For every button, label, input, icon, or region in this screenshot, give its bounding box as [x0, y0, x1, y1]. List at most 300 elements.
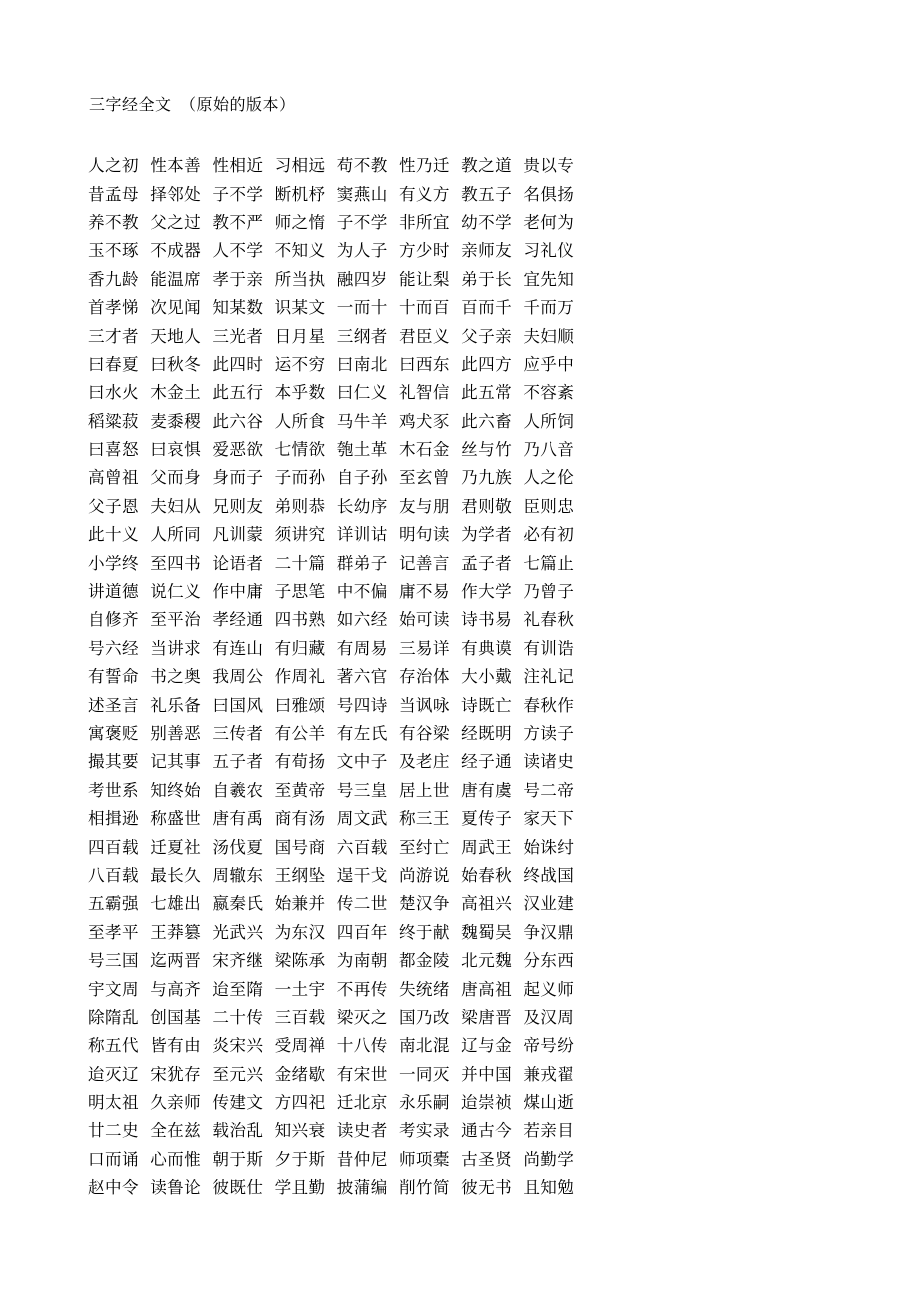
- phrase: 至元兴: [212, 1064, 264, 1084]
- phrase: 为人子: [336, 241, 388, 261]
- phrase: 国乃改: [398, 1007, 450, 1027]
- phrase: 有连山: [212, 638, 264, 658]
- phrase: 稻粱菽: [88, 411, 139, 431]
- phrase: 迁夏社: [150, 837, 202, 857]
- phrase: 七情欲: [274, 440, 326, 460]
- phrase: 此四方: [461, 354, 513, 374]
- phrase: 爱恶欲: [212, 440, 264, 460]
- phrase: 此四时: [212, 354, 264, 374]
- phrase: 有训诰: [523, 638, 575, 658]
- phrase: 次见闻: [150, 298, 202, 318]
- text-line: [88, 406, 848, 434]
- phrase: 性相近: [212, 156, 264, 176]
- text-line: [88, 860, 848, 888]
- phrase: 曰西东: [398, 354, 450, 374]
- phrase: 人不学: [212, 241, 264, 261]
- phrase: 木石金: [398, 440, 450, 460]
- phrase: 玉不琢: [88, 241, 139, 261]
- phrase: 父子亲: [461, 326, 513, 346]
- phrase: 习相远: [274, 156, 326, 176]
- phrase: 大小戴: [461, 667, 513, 687]
- phrase: 我周公: [212, 667, 264, 687]
- phrase: 贵以专: [523, 156, 575, 176]
- phrase: 传建文: [212, 1093, 264, 1113]
- phrase: 楚汉争: [398, 894, 450, 914]
- phrase: 麦黍稷: [150, 411, 202, 431]
- phrase: 著六官: [336, 667, 388, 687]
- phrase: 光武兴: [212, 922, 264, 942]
- phrase: 鸡犬豕: [398, 411, 450, 431]
- phrase: 朝于斯: [212, 1149, 264, 1169]
- phrase: 争汉鼎: [523, 922, 575, 942]
- phrase: 起义师: [523, 979, 575, 999]
- phrase: 且知勉: [523, 1178, 575, 1198]
- phrase: 国号商: [274, 837, 326, 857]
- phrase: 三纲者: [336, 326, 388, 346]
- phrase: 论语者: [212, 553, 264, 573]
- text-line: [88, 718, 848, 746]
- text-line: [88, 689, 848, 717]
- phrase: 宜先知: [523, 269, 575, 289]
- phrase: 号三国: [88, 951, 139, 971]
- phrase: 有宋世: [336, 1064, 388, 1084]
- phrase: 融四岁: [336, 269, 388, 289]
- phrase: 有典谟: [461, 638, 513, 658]
- phrase: 二十传: [212, 1007, 264, 1027]
- phrase: 记其事: [150, 752, 202, 772]
- text-line: [88, 349, 848, 377]
- phrase: 失统绪: [398, 979, 450, 999]
- phrase: 六百载: [336, 837, 388, 857]
- phrase: 亲师友: [461, 241, 513, 261]
- phrase: 至四书: [150, 553, 202, 573]
- phrase: 香九龄: [88, 269, 139, 289]
- phrase: 曰秋冬: [150, 354, 202, 374]
- phrase: 商有汤: [274, 809, 326, 829]
- phrase: 君臣义: [398, 326, 450, 346]
- phrase: 诗既亡: [461, 695, 513, 715]
- phrase: 魏蜀吴: [461, 922, 513, 942]
- phrase: 迁北京: [336, 1093, 388, 1113]
- phrase: 孝经通: [212, 610, 264, 630]
- text-line: [88, 491, 848, 519]
- phrase: 夫妇从: [150, 496, 202, 516]
- text-line: [88, 1059, 848, 1087]
- phrase: 炎宋兴: [212, 1036, 264, 1056]
- phrase: 凡训蒙: [212, 525, 264, 545]
- phrase: 及老庄: [398, 752, 450, 772]
- phrase: 夕于斯: [274, 1149, 326, 1169]
- phrase: 父而身: [150, 468, 202, 488]
- phrase: 四百年: [336, 922, 388, 942]
- phrase: 记善言: [398, 553, 450, 573]
- text-line: [88, 746, 848, 774]
- phrase: 彼无书: [461, 1178, 513, 1198]
- phrase: 苟不教: [336, 156, 388, 176]
- phrase: 非所宜: [398, 212, 450, 232]
- phrase: 始兼并: [274, 894, 326, 914]
- phrase: 三百载: [274, 1007, 326, 1027]
- phrase: 方少时: [398, 241, 450, 261]
- phrase: 相揖逊: [88, 809, 139, 829]
- phrase: 久亲师: [150, 1093, 202, 1113]
- phrase: 臣则忠: [523, 496, 575, 516]
- phrase: 身而子: [212, 468, 264, 488]
- phrase: 梁灭之: [336, 1007, 388, 1027]
- phrase: 匏土革: [336, 440, 388, 460]
- phrase: 老何为: [523, 212, 575, 232]
- phrase: 三传者: [212, 724, 264, 743]
- phrase: 孟子者: [461, 553, 513, 573]
- phrase: 幼不学: [461, 212, 513, 232]
- phrase: 方四祀: [274, 1093, 326, 1113]
- phrase: 与高齐: [150, 979, 202, 999]
- phrase: 择邻处: [150, 184, 202, 204]
- phrase: 所当执: [274, 269, 326, 289]
- phrase: 中不偏: [336, 582, 388, 602]
- phrase: 习礼仪: [523, 241, 575, 261]
- text-line: [88, 888, 848, 916]
- phrase: 宇文周: [88, 979, 139, 999]
- phrase: 如六经: [336, 610, 388, 630]
- phrase: 兄则友: [212, 496, 264, 516]
- phrase: 作中庸: [212, 582, 264, 602]
- phrase: 尚游说: [398, 865, 450, 885]
- phrase: 作周礼: [274, 667, 326, 687]
- text-line: [88, 803, 848, 831]
- phrase: 皆有由: [150, 1036, 202, 1056]
- phrase: 人所食: [274, 411, 326, 431]
- phrase: 名俱扬: [523, 184, 575, 204]
- phrase: 存治体: [398, 667, 450, 687]
- phrase: 兼戎翟: [523, 1064, 575, 1084]
- text-line: [88, 1115, 848, 1143]
- text-line: [88, 1087, 848, 1115]
- phrase: 汉业建: [523, 894, 575, 914]
- phrase: 唐有禹: [212, 809, 264, 829]
- phrase: 自子孙: [336, 468, 388, 488]
- phrase: 人之伦: [523, 468, 575, 488]
- phrase: 赵中令: [88, 1178, 139, 1198]
- phrase: 应乎中: [523, 354, 575, 374]
- phrase: 本乎数: [274, 383, 326, 403]
- phrase: 迄两晋: [150, 951, 202, 971]
- phrase: 至纣亡: [398, 837, 450, 857]
- phrase: 分东西: [523, 951, 575, 971]
- phrase: 昔孟母: [88, 184, 139, 204]
- phrase: 父子恩: [88, 496, 139, 516]
- phrase: 逞干戈: [336, 865, 388, 885]
- phrase: 口而诵: [88, 1149, 139, 1169]
- phrase: 不知义: [274, 241, 326, 261]
- phrase: 五子者: [212, 752, 264, 772]
- phrase: 曰雅颂: [274, 695, 326, 715]
- phrase: 号四诗: [336, 695, 388, 715]
- phrase: 师项橐: [398, 1149, 450, 1169]
- phrase: 高祖兴: [461, 894, 513, 914]
- phrase: 当讲求: [150, 638, 202, 658]
- phrase: 梁陈承: [274, 951, 326, 971]
- phrase: 南北混: [398, 1036, 450, 1056]
- phrase: 永乐嗣: [398, 1093, 450, 1113]
- phrase: 考实录: [398, 1121, 450, 1141]
- phrase: 子不学: [212, 184, 264, 204]
- phrase: 性本善: [150, 156, 202, 176]
- text-line: [88, 831, 848, 859]
- phrase: 师之惰: [274, 212, 326, 232]
- phrase: 十而百: [398, 298, 450, 318]
- text-line: [88, 235, 848, 263]
- phrase: 能让梨: [398, 269, 450, 289]
- phrase: 曰春夏: [88, 354, 139, 374]
- phrase: 小学终: [88, 553, 139, 573]
- phrase: 有谷梁: [398, 724, 450, 743]
- phrase: 明太祖: [88, 1093, 139, 1113]
- phrase: 有左氏: [336, 724, 388, 743]
- phrase: 礼智信: [398, 383, 450, 403]
- phrase: 弟于长: [461, 269, 513, 289]
- phrase: 唐有虞: [461, 780, 513, 800]
- phrase: 八百载: [88, 865, 139, 885]
- phrase: 方读子: [523, 724, 575, 743]
- phrase: 宋齐继: [212, 951, 264, 971]
- phrase: 识某文: [274, 298, 326, 318]
- phrase: 尚勤学: [523, 1149, 575, 1169]
- text-line: [88, 633, 848, 661]
- phrase: 礼春秋: [523, 610, 575, 630]
- phrase: 并中国: [461, 1064, 513, 1084]
- phrase: 必有初: [523, 525, 575, 545]
- phrase: 王莽篡: [150, 922, 202, 942]
- phrase: 乃八音: [523, 440, 575, 460]
- phrase: 七雄出: [150, 894, 202, 914]
- text-line: [88, 1144, 848, 1172]
- phrase: 为学者: [461, 525, 513, 545]
- phrase: 讲道德: [88, 582, 139, 602]
- phrase: 及汉周: [523, 1007, 575, 1027]
- text-line: [88, 1172, 848, 1200]
- phrase: 迨崇祯: [461, 1093, 513, 1113]
- phrase: 曰哀惧: [150, 440, 202, 460]
- text-line: [88, 320, 848, 348]
- phrase: 此五常: [461, 383, 513, 403]
- phrase: 四百载: [88, 837, 139, 857]
- text-line: [88, 434, 848, 462]
- phrase: 廿二史: [88, 1121, 139, 1141]
- phrase: 称五代: [88, 1036, 139, 1056]
- phrase: 北元魏: [461, 951, 513, 971]
- phrase: 此六畜: [461, 411, 513, 431]
- phrase: 家天下: [523, 809, 575, 829]
- phrase: 读鲁论: [150, 1178, 202, 1198]
- phrase: 不再传: [336, 979, 388, 999]
- phrase: 经既明: [461, 724, 513, 743]
- phrase: 别善恶: [150, 724, 202, 743]
- phrase: 称盛世: [150, 809, 202, 829]
- phrase: 群弟子: [336, 553, 388, 573]
- text-line: [88, 292, 848, 320]
- phrase: 养不教: [88, 212, 139, 232]
- phrase: 此五行: [212, 383, 264, 403]
- phrase: 有荀扬: [274, 752, 326, 772]
- text-line: [88, 377, 848, 405]
- phrase: 受周禅: [274, 1036, 326, 1056]
- phrase: 披蒲编: [336, 1178, 388, 1198]
- phrase: 至孝平: [88, 922, 139, 942]
- text-line: [88, 519, 848, 547]
- phrase: 始诛纣: [523, 837, 575, 857]
- phrase: 知终始: [150, 780, 202, 800]
- phrase: 周辙东: [212, 865, 264, 885]
- phrase: 君则敬: [461, 496, 513, 516]
- phrase: 有周易: [336, 638, 388, 658]
- phrase: 迨至隋: [212, 979, 264, 999]
- phrase: 曰水火: [88, 383, 139, 403]
- phrase: 教不严: [212, 212, 264, 232]
- phrase: 载治乱: [212, 1121, 264, 1141]
- phrase: 千而万: [523, 298, 575, 318]
- phrase: 若亲目: [523, 1121, 575, 1141]
- text-line: [88, 264, 848, 292]
- text-line: [88, 604, 848, 632]
- phrase: 有归藏: [274, 638, 326, 658]
- phrase: 子不学: [336, 212, 388, 232]
- phrase: 教五子: [461, 184, 513, 204]
- phrase: 一同灭: [398, 1064, 450, 1084]
- phrase: 号三皇: [336, 780, 388, 800]
- phrase: 嬴秦氏: [212, 894, 264, 914]
- phrase: 孝于亲: [212, 269, 264, 289]
- phrase: 始春秋: [461, 865, 513, 885]
- phrase: 百而千: [461, 298, 513, 318]
- phrase: 二十篇: [274, 553, 326, 573]
- phrase: 终于献: [398, 922, 450, 942]
- phrase: 读诸史: [523, 752, 575, 772]
- phrase: 一而十: [336, 298, 388, 318]
- phrase: 作大学: [461, 582, 513, 602]
- text-line: [88, 207, 848, 235]
- phrase: 至平治: [150, 610, 202, 630]
- phrase: 通古今: [461, 1121, 513, 1141]
- phrase: 七篇止: [523, 553, 575, 573]
- phrase: 梁唐晋: [461, 1007, 513, 1027]
- phrase: 心而惟: [150, 1149, 202, 1169]
- phrase: 明句读: [398, 525, 450, 545]
- phrase: 知兴衰: [274, 1121, 326, 1141]
- phrase: 礼乐备: [150, 695, 202, 715]
- phrase: 有公羊: [274, 724, 326, 743]
- phrase: 述圣言: [88, 695, 139, 715]
- text-body: [88, 150, 848, 1200]
- text-line: [88, 1002, 848, 1030]
- phrase: 三才者: [88, 326, 139, 346]
- phrase: 创国基: [150, 1007, 202, 1027]
- phrase: 断机杼: [274, 184, 326, 204]
- phrase: 夫妇顺: [523, 326, 575, 346]
- phrase: 自羲农: [212, 780, 264, 800]
- phrase: 周武王: [461, 837, 513, 857]
- phrase: 有誓命: [88, 667, 139, 687]
- phrase: 曰喜怒: [88, 440, 139, 460]
- phrase: 弟则恭: [274, 496, 326, 516]
- text-line: [88, 178, 848, 206]
- phrase: 首孝悌: [88, 298, 139, 318]
- phrase: 迨灭辽: [88, 1064, 139, 1084]
- phrase: 春秋作: [523, 695, 575, 715]
- phrase: 曰仁义: [336, 383, 388, 403]
- phrase: 学且勤: [274, 1178, 326, 1198]
- phrase: 考世系: [88, 780, 139, 800]
- phrase: 教之道: [461, 156, 513, 176]
- document-title: 三字经全文 （原始的版本）: [89, 95, 296, 114]
- phrase: 知某数: [212, 298, 264, 318]
- phrase: 号二帝: [523, 780, 575, 800]
- phrase: 为南朝: [336, 951, 388, 971]
- phrase: 帝号纷: [523, 1036, 575, 1056]
- phrase: 削竹简: [398, 1178, 450, 1198]
- phrase: 注礼记: [523, 667, 575, 687]
- phrase: 子思笔: [274, 582, 326, 602]
- phrase: 须讲究: [274, 525, 326, 545]
- phrase: 子而孙: [274, 468, 326, 488]
- phrase: 一土宇: [274, 979, 326, 999]
- phrase: 夏传子: [461, 809, 513, 829]
- phrase: 此十义: [88, 525, 139, 545]
- phrase: 至玄曾: [398, 468, 450, 488]
- phrase: 马牛羊: [336, 411, 388, 431]
- phrase: 始可读: [398, 610, 450, 630]
- phrase: 详训诂: [336, 525, 388, 545]
- phrase: 除隋乱: [88, 1007, 139, 1027]
- phrase: 汤伐夏: [212, 837, 264, 857]
- phrase: 终战国: [523, 865, 575, 885]
- phrase: 彼既仕: [212, 1178, 264, 1198]
- phrase: 木金土: [150, 383, 202, 403]
- phrase: 居上世: [398, 780, 450, 800]
- phrase: 高曾祖: [88, 468, 139, 488]
- phrase: 说仁义: [150, 582, 202, 602]
- text-line: [88, 775, 848, 803]
- text-line: [88, 462, 848, 490]
- phrase: 金绪歇: [274, 1064, 326, 1084]
- phrase: 能温席: [150, 269, 202, 289]
- phrase: 四书熟: [274, 610, 326, 630]
- phrase: 宋犹存: [150, 1064, 202, 1084]
- phrase: 周文武: [336, 809, 388, 829]
- text-line: [88, 547, 848, 575]
- phrase: 全在兹: [150, 1121, 202, 1141]
- phrase: 诗书易: [461, 610, 513, 630]
- phrase: 撮其要: [88, 752, 139, 772]
- phrase: 十八传: [336, 1036, 388, 1056]
- text-line: [88, 1030, 848, 1058]
- phrase: 煤山逝: [523, 1093, 575, 1113]
- phrase: 长幼序: [336, 496, 388, 516]
- phrase: 王纲坠: [274, 865, 326, 885]
- phrase: 辽与金: [461, 1036, 513, 1056]
- phrase: 乃曾子: [523, 582, 575, 602]
- phrase: 庸不易: [398, 582, 450, 602]
- text-line: [88, 661, 848, 689]
- phrase: 人所饲: [523, 411, 575, 431]
- phrase: 曰国风: [212, 695, 264, 715]
- phrase: 古圣贤: [461, 1149, 513, 1169]
- phrase: 读史者: [336, 1121, 388, 1141]
- phrase: 号六经: [88, 638, 139, 658]
- phrase: 书之奥: [150, 667, 202, 687]
- phrase: 最长久: [150, 865, 202, 885]
- text-line: [88, 576, 848, 604]
